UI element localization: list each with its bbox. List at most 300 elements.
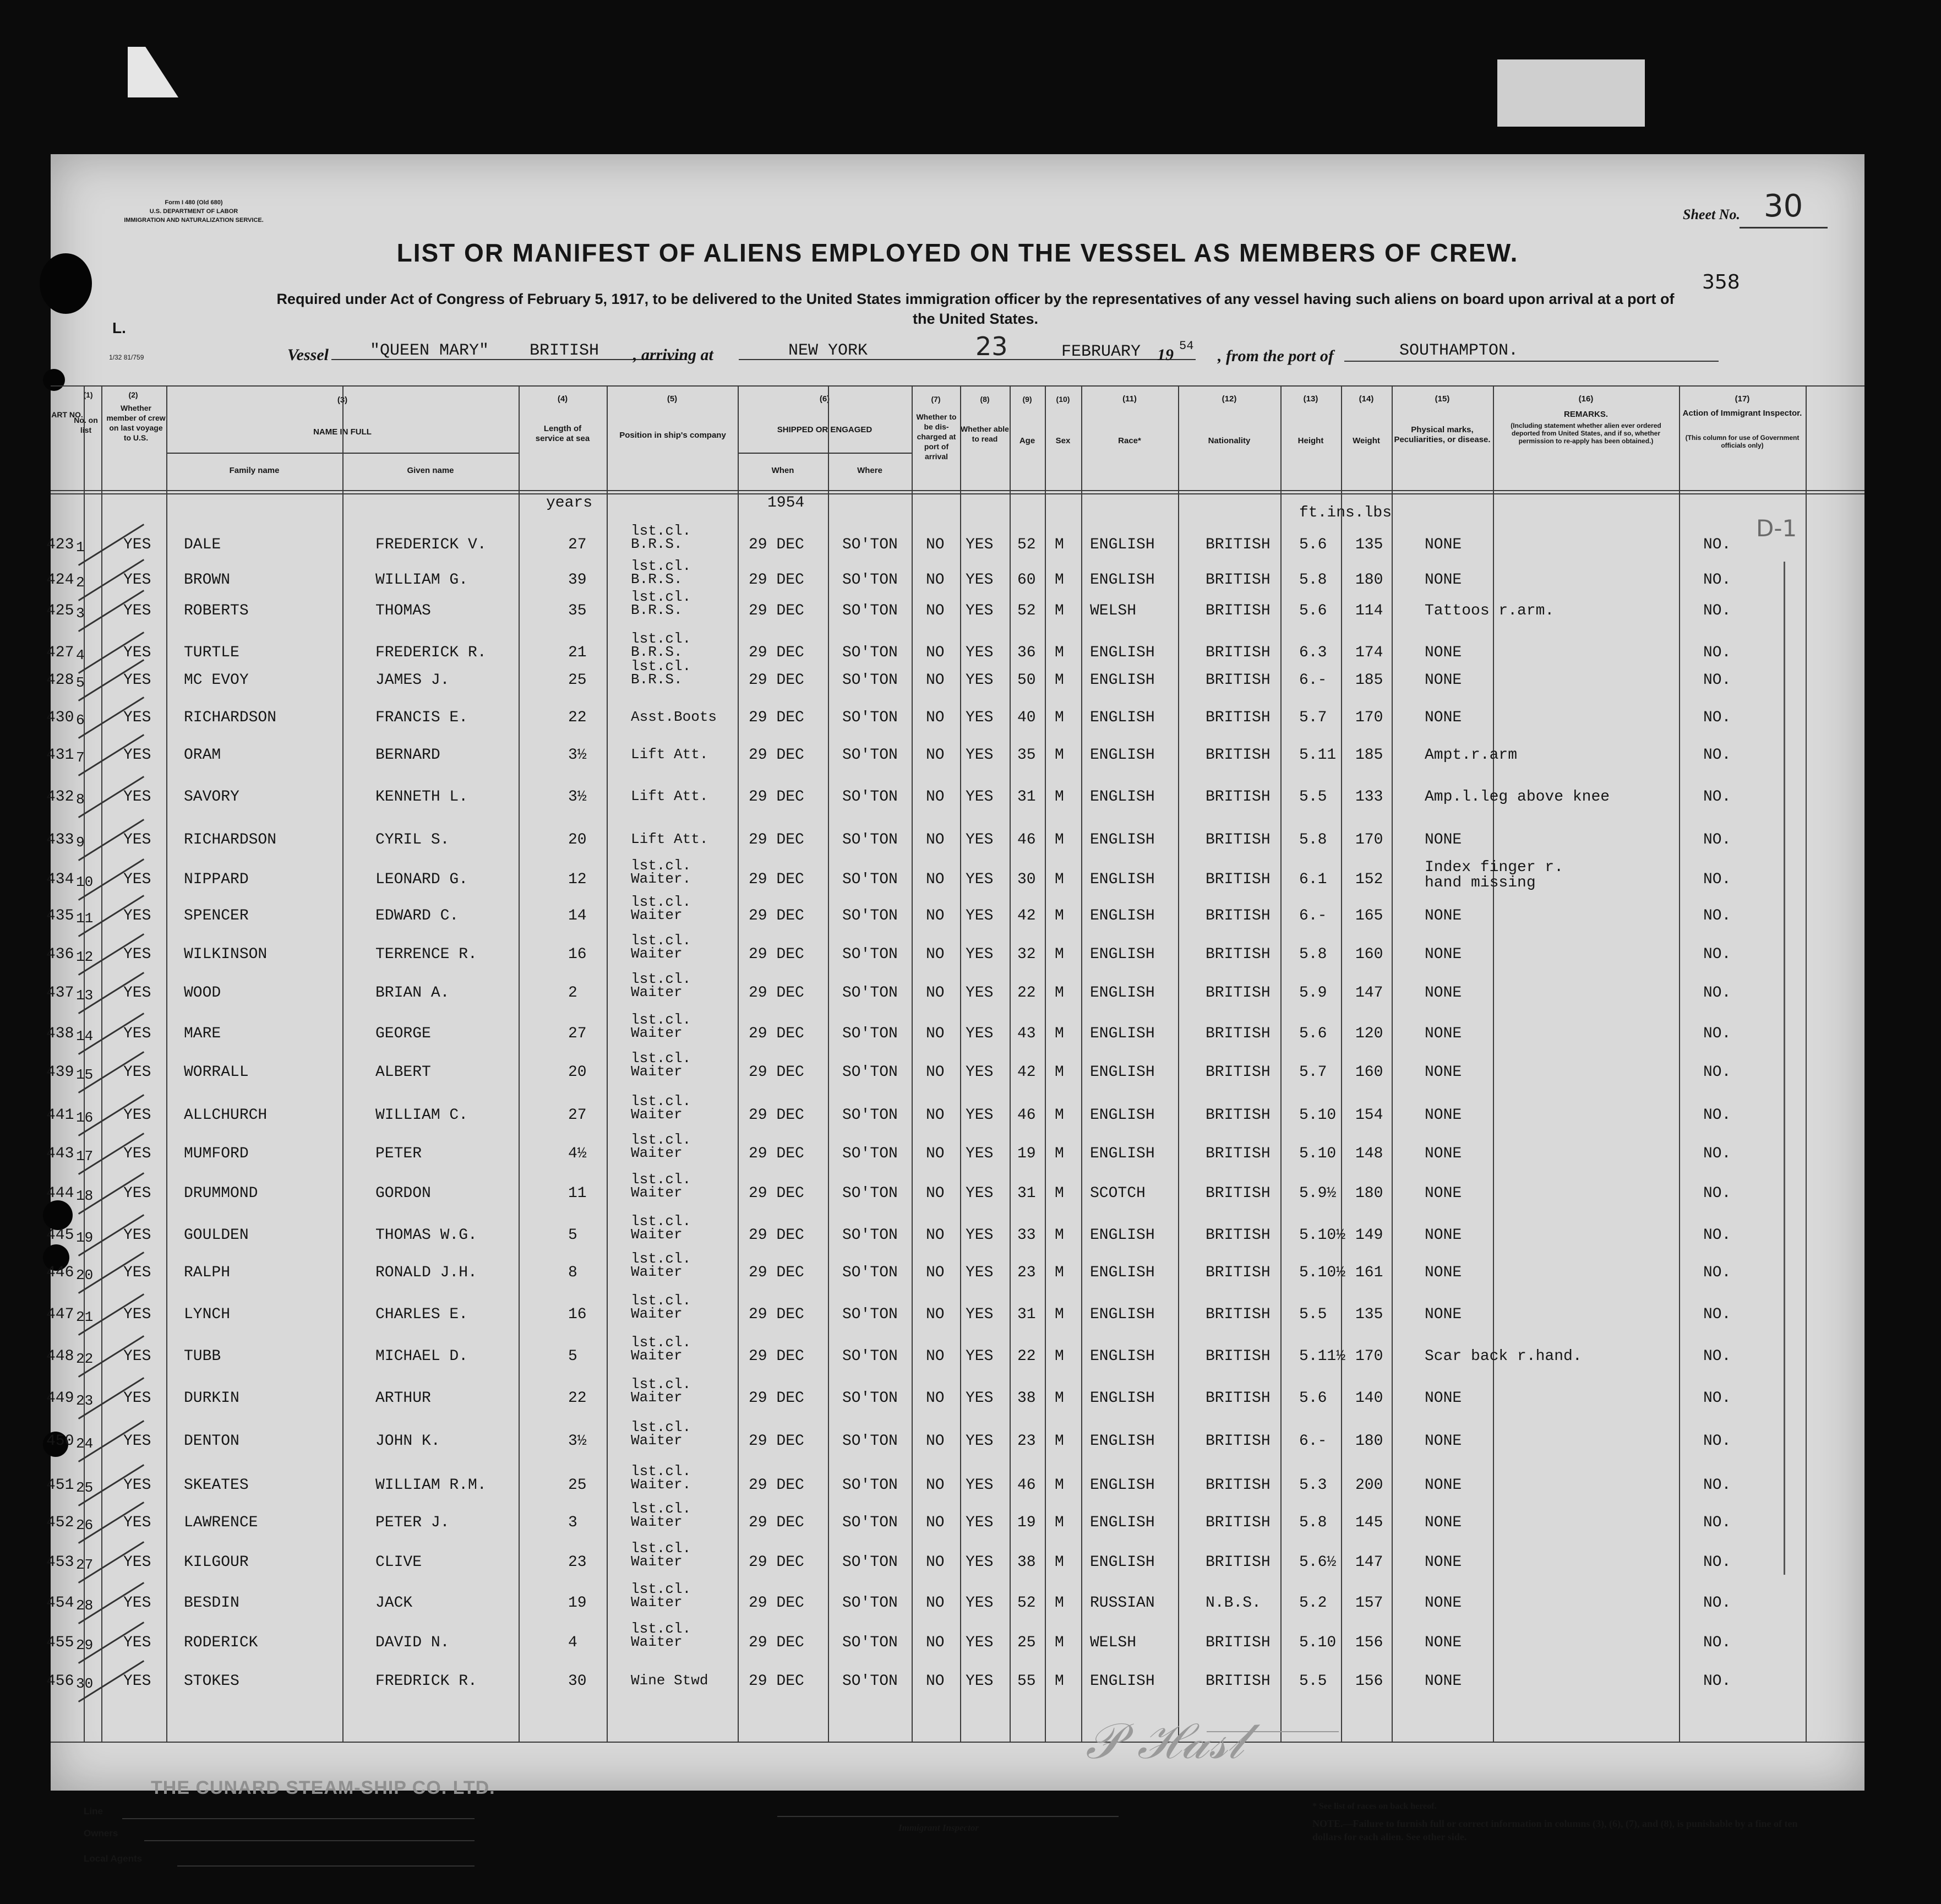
cell-family: MARE <box>184 1025 221 1042</box>
cell-read: YES <box>966 709 994 726</box>
cell-remarks: NO. <box>1703 1554 1731 1571</box>
cell-nat: BRITISH <box>1206 907 1271 924</box>
cell-weight: 147 <box>1355 1554 1383 1571</box>
cell-read: YES <box>966 1145 994 1162</box>
cell-no: 19 <box>76 1230 94 1246</box>
cell-where: SO'TON <box>842 536 898 553</box>
cell-nat: BRITISH <box>1206 1107 1271 1124</box>
cell-read: YES <box>966 1107 994 1124</box>
cell-art: 456 <box>46 1673 74 1690</box>
cell-sex: M <box>1055 602 1064 619</box>
cell-crew: YES <box>123 1554 151 1571</box>
cell-position: Waiter <box>631 907 683 923</box>
cell-position: Waiter <box>631 1184 683 1201</box>
cell-art: 455 <box>46 1634 74 1651</box>
cell-art: 450 <box>46 1433 74 1450</box>
cell-height: 5.9½ <box>1299 1185 1337 1202</box>
cell-marks: NONE <box>1425 1634 1462 1651</box>
cell-height: 5.7 <box>1299 1064 1327 1081</box>
cell-sex: M <box>1055 1227 1064 1244</box>
cell-race: ENGLISH <box>1090 536 1155 553</box>
cell-given: WILLIAM G. <box>375 572 468 589</box>
cell-art: 433 <box>46 831 74 848</box>
cell-marks: NONE <box>1425 907 1462 924</box>
cell-where: SO'TON <box>842 1348 898 1365</box>
cell-service: 3 <box>568 1514 577 1531</box>
cell-height: 5.11½ <box>1299 1348 1346 1365</box>
cell-sex: M <box>1055 709 1064 726</box>
cell-when: 29 DEC <box>749 1554 804 1571</box>
col-height-header: Height <box>1297 436 1324 445</box>
cell-no: 24 <box>76 1435 94 1452</box>
cell-remarks: NO. <box>1703 831 1731 848</box>
cell-read: YES <box>966 1595 994 1612</box>
cell-age: 46 <box>1017 1477 1036 1494</box>
cell-given: FREDERICK R. <box>375 644 487 661</box>
cell-remarks: NO. <box>1703 1185 1731 1202</box>
cell-where: SO'TON <box>842 1306 898 1323</box>
cell-race: ENGLISH <box>1090 1227 1155 1244</box>
col-position-header: Position in ship's company <box>619 431 726 440</box>
height-weight-units: ft.ins.lbs <box>1299 504 1392 521</box>
cell-weight: 133 <box>1355 788 1383 806</box>
cell-marks: NONE <box>1425 1477 1462 1494</box>
cell-age: 46 <box>1017 831 1036 848</box>
cell-art: 446 <box>46 1264 74 1281</box>
cell-where: SO'TON <box>842 644 898 661</box>
cell-weight: 135 <box>1355 536 1383 553</box>
cell-when: 29 DEC <box>749 672 804 689</box>
cell-nat: BRITISH <box>1206 831 1271 848</box>
cell-age: 55 <box>1017 1673 1036 1690</box>
cell-position: Asst.Boots <box>631 709 717 725</box>
cell-weight: 147 <box>1355 984 1383 1002</box>
cell-marks: NONE <box>1425 536 1462 553</box>
cell-no: 21 <box>76 1309 94 1325</box>
cell-position-class: lst.cl. <box>631 658 691 674</box>
cell-age: 23 <box>1017 1433 1036 1450</box>
cell-given: PETER J. <box>375 1514 450 1531</box>
cell-crew: YES <box>123 1595 151 1612</box>
cell-marks: Ampt.r.arm <box>1425 747 1518 764</box>
cell-no: 1 <box>76 539 85 556</box>
cell-dis: NO <box>926 536 945 553</box>
cell-no: 22 <box>76 1351 94 1367</box>
cell-race: ENGLISH <box>1090 1264 1155 1281</box>
cell-marks: NONE <box>1425 1107 1462 1124</box>
cell-service: 30 <box>568 1673 587 1690</box>
cell-age: 40 <box>1017 709 1036 726</box>
cell-given: EDWARD C. <box>375 907 459 924</box>
cell-crew: YES <box>123 536 151 553</box>
cell-art: 430 <box>46 709 74 726</box>
cell-weight: 156 <box>1355 1634 1383 1651</box>
cell-weight: 114 <box>1355 602 1383 619</box>
cell-service: 22 <box>568 1390 587 1407</box>
column-rule <box>960 385 961 1742</box>
year-prefix: 19 <box>1157 346 1174 364</box>
cell-art: 448 <box>46 1348 74 1365</box>
agents-label: Local Agents <box>84 1853 143 1864</box>
cell-race: ENGLISH <box>1090 1433 1155 1450</box>
cell-given: THOMAS <box>375 602 431 619</box>
cell-weight: 135 <box>1355 1306 1383 1323</box>
cell-position-class: lst.cl. <box>631 1500 691 1517</box>
cell-weight: 160 <box>1355 1064 1383 1081</box>
cell-family: NIPPARD <box>184 871 249 888</box>
cell-crew: YES <box>123 907 151 924</box>
cell-family: BROWN <box>184 572 231 589</box>
cell-art: 441 <box>46 1107 74 1124</box>
cell-no: 10 <box>76 874 94 890</box>
cell-age: 42 <box>1017 907 1036 924</box>
cell-age: 36 <box>1017 644 1036 661</box>
cell-where: SO'TON <box>842 946 898 963</box>
cell-when: 29 DEC <box>749 1634 804 1651</box>
cell-crew: YES <box>123 946 151 963</box>
cell-family: GOULDEN <box>184 1227 249 1244</box>
column-rule <box>1493 385 1494 1742</box>
cell-when: 29 DEC <box>749 1390 804 1407</box>
cell-nat: BRITISH <box>1206 1477 1271 1494</box>
cell-weight: 180 <box>1355 1433 1383 1450</box>
cell-remarks: NO. <box>1703 1477 1731 1494</box>
cell-age: 42 <box>1017 1064 1036 1081</box>
cell-no: 5 <box>76 674 85 691</box>
cell-race: ENGLISH <box>1090 1107 1155 1124</box>
cell-position-class: lst.cl. <box>631 589 691 605</box>
cell-position-class: lst.cl. <box>631 932 691 949</box>
cell-dis: NO <box>926 644 945 661</box>
cell-weight: 170 <box>1355 831 1383 848</box>
cell-sex: M <box>1055 907 1064 924</box>
cell-nat: BRITISH <box>1206 1348 1271 1365</box>
sheet-underline <box>1740 227 1828 229</box>
cell-when: 29 DEC <box>749 1514 804 1531</box>
cell-where: SO'TON <box>842 1390 898 1407</box>
cell-art: 435 <box>46 907 74 924</box>
cell-dis: NO <box>926 1185 945 1202</box>
page-stamp: 358 <box>1702 271 1740 293</box>
cell-age: 31 <box>1017 1306 1036 1323</box>
cell-crew: YES <box>123 1227 151 1244</box>
cell-position: B.R.S. <box>631 536 683 552</box>
cell-weight: 156 <box>1355 1673 1383 1690</box>
cell-art: 449 <box>46 1390 74 1407</box>
cell-given: TERRENCE R. <box>375 946 477 963</box>
cell-dis: NO <box>926 1554 945 1571</box>
cell-race: ENGLISH <box>1090 672 1155 689</box>
cell-when: 29 DEC <box>749 602 804 619</box>
cell-family: TURTLE <box>184 644 239 661</box>
cell-nat: BRITISH <box>1206 871 1271 888</box>
cell-race: ENGLISH <box>1090 1477 1155 1494</box>
cell-crew: YES <box>123 1025 151 1042</box>
cell-given: ALBERT <box>375 1064 431 1081</box>
cell-given: BERNARD <box>375 747 440 764</box>
cell-dis: NO <box>926 907 945 924</box>
cell-position-class: lst.cl. <box>631 1463 691 1479</box>
cell-remarks: NO. <box>1703 1433 1731 1450</box>
cell-family: ALLCHURCH <box>184 1107 268 1124</box>
cell-marks: Scar back r.hand. <box>1425 1348 1582 1365</box>
shipped-year: 1954 <box>767 494 805 512</box>
cell-position-class: lst.cl. <box>631 1376 691 1392</box>
vessel-name: "QUEEN MARY" <box>370 341 489 360</box>
cell-height: 6.- <box>1299 672 1327 689</box>
cell-where: SO'TON <box>842 1185 898 1202</box>
cell-read: YES <box>966 1264 994 1281</box>
cell-age: 25 <box>1017 1634 1036 1651</box>
action-line <box>1784 562 1785 1575</box>
col-name-header: NAME IN FULL <box>313 427 372 437</box>
cell-family: WORRALL <box>184 1064 249 1081</box>
cell-race: ENGLISH <box>1090 1390 1155 1407</box>
cell-position-class: lst.cl. <box>631 1334 691 1351</box>
line-label: Line <box>84 1806 103 1816</box>
cell-where: SO'TON <box>842 788 898 806</box>
cell-crew: YES <box>123 709 151 726</box>
cell-weight: 185 <box>1355 672 1383 689</box>
cell-service: 12 <box>568 871 587 888</box>
arriving-label: , arriving at <box>633 346 713 364</box>
cell-when: 29 DEC <box>749 1145 804 1162</box>
cell-marks: NONE <box>1425 1390 1462 1407</box>
cell-weight: 148 <box>1355 1145 1383 1162</box>
cell-no: 6 <box>76 712 85 728</box>
cell-height: 5.11 <box>1299 747 1337 764</box>
cell-nat: BRITISH <box>1206 1306 1271 1323</box>
cell-position-class: lst.cl. <box>631 523 691 539</box>
cell-crew: YES <box>123 1634 151 1651</box>
cell-position: Waiter <box>631 1025 683 1041</box>
col-race-header: Race* <box>1118 436 1141 445</box>
cell-no: 13 <box>76 987 94 1004</box>
cell-read: YES <box>966 1433 994 1450</box>
cell-where: SO'TON <box>842 1433 898 1450</box>
cell-when: 29 DEC <box>749 1185 804 1202</box>
cell-sex: M <box>1055 831 1064 848</box>
year-suffix: 54 <box>1179 339 1194 353</box>
cell-weight: 157 <box>1355 1595 1383 1612</box>
cell-given: THOMAS W.G. <box>375 1227 477 1244</box>
cell-art: 436 <box>46 946 74 963</box>
cell-art: 428 <box>46 672 74 689</box>
cell-no: 27 <box>76 1557 94 1573</box>
cell-service: 8 <box>568 1264 577 1281</box>
cell-service: 27 <box>568 1107 587 1124</box>
col-sex-header: Sex <box>1055 436 1071 445</box>
cell-dis: NO <box>926 1064 945 1081</box>
cell-sex: M <box>1055 1025 1064 1042</box>
cell-read: YES <box>966 946 994 963</box>
cell-when: 29 DEC <box>749 788 804 806</box>
cell-nat: BRITISH <box>1206 644 1271 661</box>
cell-dis: NO <box>926 1477 945 1494</box>
cell-remarks: NO. <box>1703 871 1731 888</box>
cell-read: YES <box>966 602 994 619</box>
cell-height: 6.- <box>1299 1433 1327 1450</box>
cell-sex: M <box>1055 1145 1064 1162</box>
cell-when: 29 DEC <box>749 644 804 661</box>
cell-given: JAMES J. <box>375 672 450 689</box>
cell-service: 27 <box>568 1025 587 1042</box>
cell-remarks: NO. <box>1703 1107 1731 1124</box>
cell-crew: YES <box>123 831 151 848</box>
cell-position: Waiter <box>631 1347 683 1364</box>
col-shipped-header: SHIPPED OR ENGAGED <box>777 425 873 434</box>
cell-family: LYNCH <box>184 1306 231 1323</box>
cell-family: DURKIN <box>184 1390 239 1407</box>
cell-remarks: NO. <box>1703 984 1731 1002</box>
cell-dis: NO <box>926 871 945 888</box>
cell-read: YES <box>966 536 994 553</box>
l-mark: L. <box>112 319 126 336</box>
cell-service: 5 <box>568 1348 577 1365</box>
cell-age: 31 <box>1017 788 1036 806</box>
cell-service: 27 <box>568 536 587 553</box>
cell-given: FRANCIS E. <box>375 709 468 726</box>
cell-height: 5.10 <box>1299 1145 1337 1162</box>
cell-crew: YES <box>123 1477 151 1494</box>
arrival-month: FEBRUARY <box>1061 342 1141 361</box>
cell-weight: 170 <box>1355 709 1383 726</box>
cell-age: 22 <box>1017 1348 1036 1365</box>
cell-height: 5.10 <box>1299 1634 1337 1651</box>
cell-nat: BRITISH <box>1206 602 1271 619</box>
cell-height: 5.10½ <box>1299 1264 1346 1281</box>
cell-nat: N.B.S. <box>1206 1595 1261 1612</box>
cell-remarks: NO. <box>1703 1145 1731 1162</box>
cell-position: Waiter <box>631 984 683 1000</box>
cell-service: 20 <box>568 1064 587 1081</box>
cell-where: SO'TON <box>842 1595 898 1612</box>
cell-sex: M <box>1055 1477 1064 1494</box>
cell-sex: M <box>1055 788 1064 806</box>
cell-given: KENNETH L. <box>375 788 468 806</box>
col-no-header: No. on list <box>74 416 98 434</box>
cell-height: 5.5 <box>1299 1673 1327 1690</box>
cell-family: MC EVOY <box>184 672 249 689</box>
cell-position-class: lst.cl. <box>631 894 691 910</box>
col-service-header: Length of service at sea <box>535 424 590 443</box>
cell-height: 5.8 <box>1299 1514 1327 1531</box>
cell-art: 425 <box>46 602 74 619</box>
cell-family: SKEATES <box>184 1477 249 1494</box>
cell-marks: NONE <box>1425 1185 1462 1202</box>
cell-art: 452 <box>46 1514 74 1531</box>
cell-nat: BRITISH <box>1206 984 1271 1002</box>
cell-nat: BRITISH <box>1206 1673 1271 1690</box>
cell-crew: YES <box>123 572 151 589</box>
cell-age: 30 <box>1017 871 1036 888</box>
form-number: Form I 480 (Old 680) <box>165 199 223 206</box>
cell-race: ENGLISH <box>1090 1064 1155 1081</box>
cell-read: YES <box>966 672 994 689</box>
cell-remarks: NO. <box>1703 672 1731 689</box>
cell-read: YES <box>966 1064 994 1081</box>
cell-art: 438 <box>46 1025 74 1042</box>
cell-where: SO'TON <box>842 831 898 848</box>
cell-sex: M <box>1055 1185 1064 1202</box>
cell-service: 19 <box>568 1595 587 1612</box>
cell-no: 4 <box>76 647 85 663</box>
cell-crew: YES <box>123 672 151 689</box>
cell-crew: YES <box>123 1306 151 1323</box>
cell-where: SO'TON <box>842 984 898 1002</box>
cell-art: 427 <box>46 644 74 661</box>
cell-dis: NO <box>926 1634 945 1651</box>
cell-weight: 140 <box>1355 1390 1383 1407</box>
cell-position-class: lst.cl. <box>631 1213 691 1230</box>
cell-race: ENGLISH <box>1090 1145 1155 1162</box>
cell-marks: NONE <box>1425 709 1462 726</box>
cell-age: 31 <box>1017 1185 1036 1202</box>
cell-where: SO'TON <box>842 709 898 726</box>
cell-where: SO'TON <box>842 747 898 764</box>
cell-position: Waiter <box>631 1634 683 1650</box>
cell-dis: NO <box>926 1348 945 1365</box>
cell-marks: NONE <box>1425 1264 1462 1281</box>
cell-sex: M <box>1055 1390 1064 1407</box>
cell-sex: M <box>1055 1673 1064 1690</box>
column-rule <box>607 385 608 1742</box>
cell-marks: Index finger r. hand missing <box>1425 859 1564 891</box>
cell-given: CLIVE <box>375 1554 422 1571</box>
cell-remarks: NO. <box>1703 644 1731 661</box>
cell-nat: BRITISH <box>1206 1390 1271 1407</box>
cell-weight: 154 <box>1355 1107 1383 1124</box>
cell-sex: M <box>1055 1064 1064 1081</box>
cell-family: RICHARDSON <box>184 709 277 726</box>
cell-height: 5.10½ <box>1299 1227 1346 1244</box>
cell-nat: BRITISH <box>1206 1145 1271 1162</box>
cell-sex: M <box>1055 1348 1064 1365</box>
cell-height: 5.6 <box>1299 602 1327 619</box>
cell-position: Lift Att. <box>631 831 708 847</box>
cell-weight: 185 <box>1355 747 1383 764</box>
cell-family: BESDIN <box>184 1595 239 1612</box>
cell-sex: M <box>1055 871 1064 888</box>
cell-when: 29 DEC <box>749 871 804 888</box>
cell-read: YES <box>966 831 994 848</box>
cell-dis: NO <box>926 1595 945 1612</box>
col-age-header: Age <box>1019 436 1035 445</box>
cell-art: 439 <box>46 1064 74 1081</box>
paper-corner-tab <box>128 47 178 97</box>
cell-marks: NONE <box>1425 1433 1462 1450</box>
cell-service: 20 <box>568 831 587 848</box>
cell-nat: BRITISH <box>1206 1514 1271 1531</box>
cell-weight: 180 <box>1355 1185 1383 1202</box>
column-rule <box>342 385 344 1742</box>
cell-given: JACK <box>375 1595 413 1612</box>
cell-read: YES <box>966 644 994 661</box>
cell-when: 29 DEC <box>749 747 804 764</box>
cell-marks: NONE <box>1425 1595 1462 1612</box>
cell-race: ENGLISH <box>1090 572 1155 589</box>
cell-position: B.R.S. <box>631 571 683 587</box>
cell-position-class: lst.cl. <box>631 558 691 574</box>
cell-age: 46 <box>1017 1107 1036 1124</box>
cell-position-class: lst.cl. <box>631 1250 691 1267</box>
cell-no: 25 <box>76 1479 94 1496</box>
cell-position-class: lst.cl. <box>631 1171 691 1188</box>
cell-marks: NONE <box>1425 1554 1462 1571</box>
cell-dis: NO <box>926 1145 945 1162</box>
col-action-header: Action of Immigrant Inspector. <box>1682 409 1802 418</box>
cell-family: MUMFORD <box>184 1145 249 1162</box>
